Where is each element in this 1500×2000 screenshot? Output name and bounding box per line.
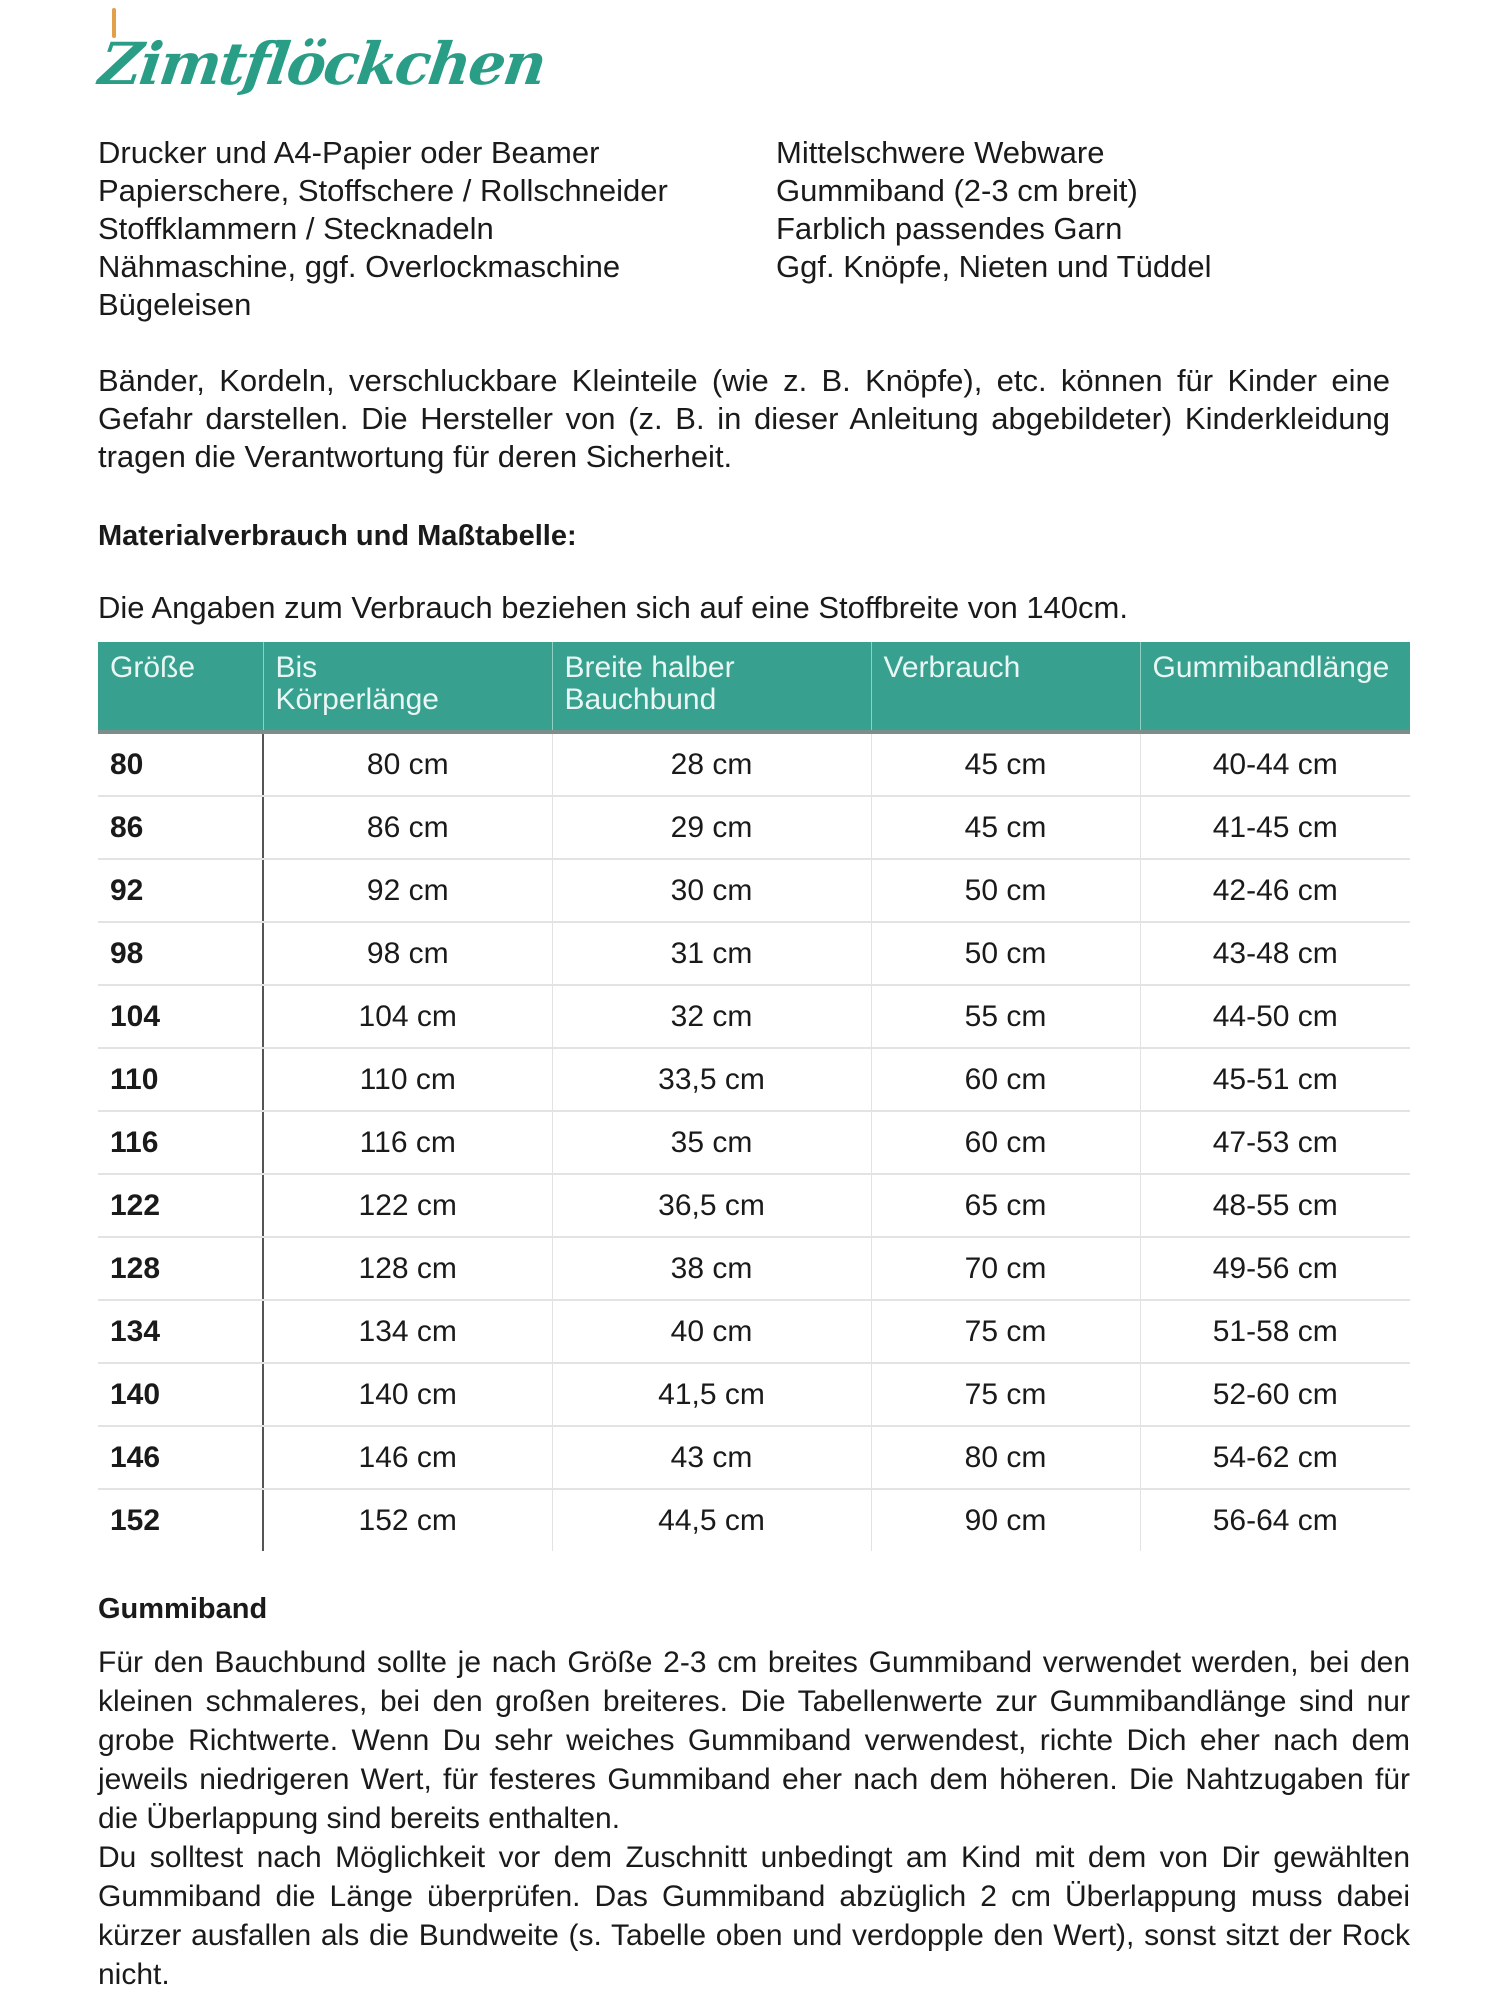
size-cell: 122	[98, 1174, 263, 1237]
table-row	[98, 1300, 1410, 1363]
elastic-length-cell: 42-46 cm	[1140, 859, 1410, 922]
half-waistband-cell: 36,5 cm	[552, 1174, 871, 1237]
consumption-cell: 80 cm	[871, 1426, 1140, 1489]
material-item: Stoffklammern / Stecknadeln	[98, 211, 494, 246]
column-header-consumption: Verbrauch	[871, 642, 1140, 732]
body-length-cell: 140 cm	[263, 1363, 552, 1426]
consumption-cell: 45 cm	[871, 796, 1140, 859]
consumption-cell: 90 cm	[871, 1489, 1140, 1551]
table-row	[98, 1237, 1410, 1300]
material-item: Farblich passendes Garn	[776, 211, 1123, 246]
brand-logo	[95, 8, 550, 108]
elastic-length-cell: 56-64 cm	[1140, 1489, 1410, 1551]
body-length-cell: 92 cm	[263, 859, 552, 922]
half-waistband-cell: 43 cm	[552, 1426, 871, 1489]
table-row	[98, 985, 1410, 1048]
safety-warning: Bänder, Kordeln, verschluckbare Kleinteile (wie z. B. Knöpfe), etc. können für Kinder eine Gefahr darstellen. Die Hersteller von (z. B. in dieser Anleitung abgebildeter) Kinderkleidung tragen die Verantwortung für deren Sicherheit.	[98, 363, 1390, 474]
body-length-cell: 116 cm	[263, 1111, 552, 1174]
elastic-length-cell: 43-48 cm	[1140, 922, 1410, 985]
table-intro: Die Angaben zum Verbrauch beziehen sich auf eine Stoffbreite von 140cm.	[98, 590, 1128, 625]
elastic-paragraph-2: Du solltest nach Möglichkeit vor dem Zuschnitt unbedingt am Kind mit dem von Dir gewählten Gummiband die Länge überprüfen. Das Gummiband abzüglich 2 cm Überlappung muss dabei kürzer ausfallen als die Bundweite (s. Tabelle oben und verdopple den Wert), sonst sitzt der Rock nicht.	[98, 1841, 1410, 1991]
body-length-cell: 80 cm	[263, 732, 552, 796]
elastic-paragraph-1: Für den Bauchbund sollte je nach Größe 2-3 cm breites Gummiband verwendet werden, bei den kleinen schmaleres, bei den großen breiteres. Die Tabellenwerte zur Gummibandlänge sind nur grobe Richtwerte. Wenn Du sehr weiches Gummiband verwendest, richte Dich eher nach dem jeweils niedrigeren Wert, für festeres Gummiband eher nach dem höheren. Die Nahtzugaben für die Überlappung sind bereits enthalten.	[98, 1646, 1410, 1835]
elastic-length-cell: 40-44 cm	[1140, 732, 1410, 796]
size-cell: 128	[98, 1237, 263, 1300]
table-row	[98, 922, 1410, 985]
half-waistband-cell: 28 cm	[552, 732, 871, 796]
half-waistband-cell: 44,5 cm	[552, 1489, 871, 1551]
size-cell: 146	[98, 1426, 263, 1489]
elastic-length-cell: 44-50 cm	[1140, 985, 1410, 1048]
elastic-instructions	[98, 1643, 1410, 1994]
material-item: Bügeleisen	[98, 287, 252, 322]
consumption-cell: 65 cm	[871, 1174, 1140, 1237]
table-row	[98, 1363, 1410, 1426]
column-header-elastic-length: Gummibandlänge	[1140, 642, 1410, 732]
half-waistband-cell: 41,5 cm	[552, 1363, 871, 1426]
consumption-cell: 75 cm	[871, 1300, 1140, 1363]
consumption-cell: 70 cm	[871, 1237, 1140, 1300]
table-row	[98, 859, 1410, 922]
half-waistband-cell: 30 cm	[552, 859, 871, 922]
material-item: Papierschere, Stoffschere / Rollschneider	[98, 173, 668, 208]
size-cell: 104	[98, 985, 263, 1048]
size-cell: 140	[98, 1363, 263, 1426]
consumption-cell: 50 cm	[871, 922, 1140, 985]
consumption-cell: 60 cm	[871, 1111, 1140, 1174]
body-length-cell: 104 cm	[263, 985, 552, 1048]
table-row	[98, 1048, 1410, 1111]
half-waistband-cell: 40 cm	[552, 1300, 871, 1363]
elastic-length-cell: 51-58 cm	[1140, 1300, 1410, 1363]
consumption-cell: 45 cm	[871, 732, 1140, 796]
elastic-section-heading: Gummiband	[98, 1593, 268, 1625]
material-item: Gummiband (2-3 cm breit)	[776, 173, 1138, 208]
elastic-length-cell: 52-60 cm	[1140, 1363, 1410, 1426]
elastic-length-cell: 45-51 cm	[1140, 1048, 1410, 1111]
elastic-length-cell: 49-56 cm	[1140, 1237, 1410, 1300]
material-item: Drucker und A4-Papier oder Beamer	[98, 135, 600, 170]
materials-list-right	[776, 134, 1211, 286]
size-cell: 80	[98, 732, 263, 796]
elastic-length-cell: 47-53 cm	[1140, 1111, 1410, 1174]
body-length-cell: 152 cm	[263, 1489, 552, 1551]
half-waistband-cell: 31 cm	[552, 922, 871, 985]
column-header-body-length: Bis Körperlänge	[263, 642, 552, 732]
half-waistband-cell: 35 cm	[552, 1111, 871, 1174]
brand-name: Zimtflöckchen	[95, 30, 550, 98]
table-row	[98, 1489, 1410, 1551]
column-header-half-waistband: Breite halber Bauchbund	[552, 642, 871, 732]
half-waistband-cell: 38 cm	[552, 1237, 871, 1300]
size-cell: 92	[98, 859, 263, 922]
consumption-cell: 50 cm	[871, 859, 1140, 922]
table-row	[98, 796, 1410, 859]
elastic-length-cell: 54-62 cm	[1140, 1426, 1410, 1489]
half-waistband-cell: 33,5 cm	[552, 1048, 871, 1111]
body-length-cell: 122 cm	[263, 1174, 552, 1237]
material-item: Ggf. Knöpfe, Nieten und Tüddel	[776, 249, 1212, 284]
consumption-cell: 60 cm	[871, 1048, 1140, 1111]
table-row	[98, 732, 1410, 796]
consumption-cell: 75 cm	[871, 1363, 1140, 1426]
table-row	[98, 1111, 1410, 1174]
table-header-row	[98, 642, 1410, 732]
body-length-cell: 98 cm	[263, 922, 552, 985]
table-row	[98, 1174, 1410, 1237]
material-item: Mittelschwere Webware	[776, 135, 1105, 170]
body-length-cell: 128 cm	[263, 1237, 552, 1300]
body-length-cell: 86 cm	[263, 796, 552, 859]
half-waistband-cell: 32 cm	[552, 985, 871, 1048]
size-cell: 152	[110, 1503, 161, 1537]
body-length-cell: 110 cm	[263, 1048, 552, 1111]
size-cell: 98	[98, 922, 263, 985]
size-cell: 134	[98, 1300, 263, 1363]
materials-list-left	[98, 134, 668, 324]
table-row	[98, 1426, 1410, 1489]
body-length-cell: 134 cm	[263, 1300, 552, 1363]
consumption-cell: 55 cm	[871, 985, 1140, 1048]
elastic-length-cell: 41-45 cm	[1140, 796, 1410, 859]
size-cell: 86	[98, 796, 263, 859]
table-section-heading: Materialverbrauch und Maßtabelle:	[98, 520, 577, 552]
size-cell: 116	[98, 1111, 263, 1174]
half-waistband-cell: 29 cm	[552, 796, 871, 859]
body-length-cell: 146 cm	[263, 1426, 552, 1489]
elastic-length-cell: 48-55 cm	[1140, 1174, 1410, 1237]
material-item: Nähmaschine, ggf. Overlockmaschine	[98, 249, 621, 284]
column-header-size: Größe	[98, 642, 263, 732]
size-cell: 110	[98, 1048, 263, 1111]
size-table	[98, 642, 1410, 1551]
